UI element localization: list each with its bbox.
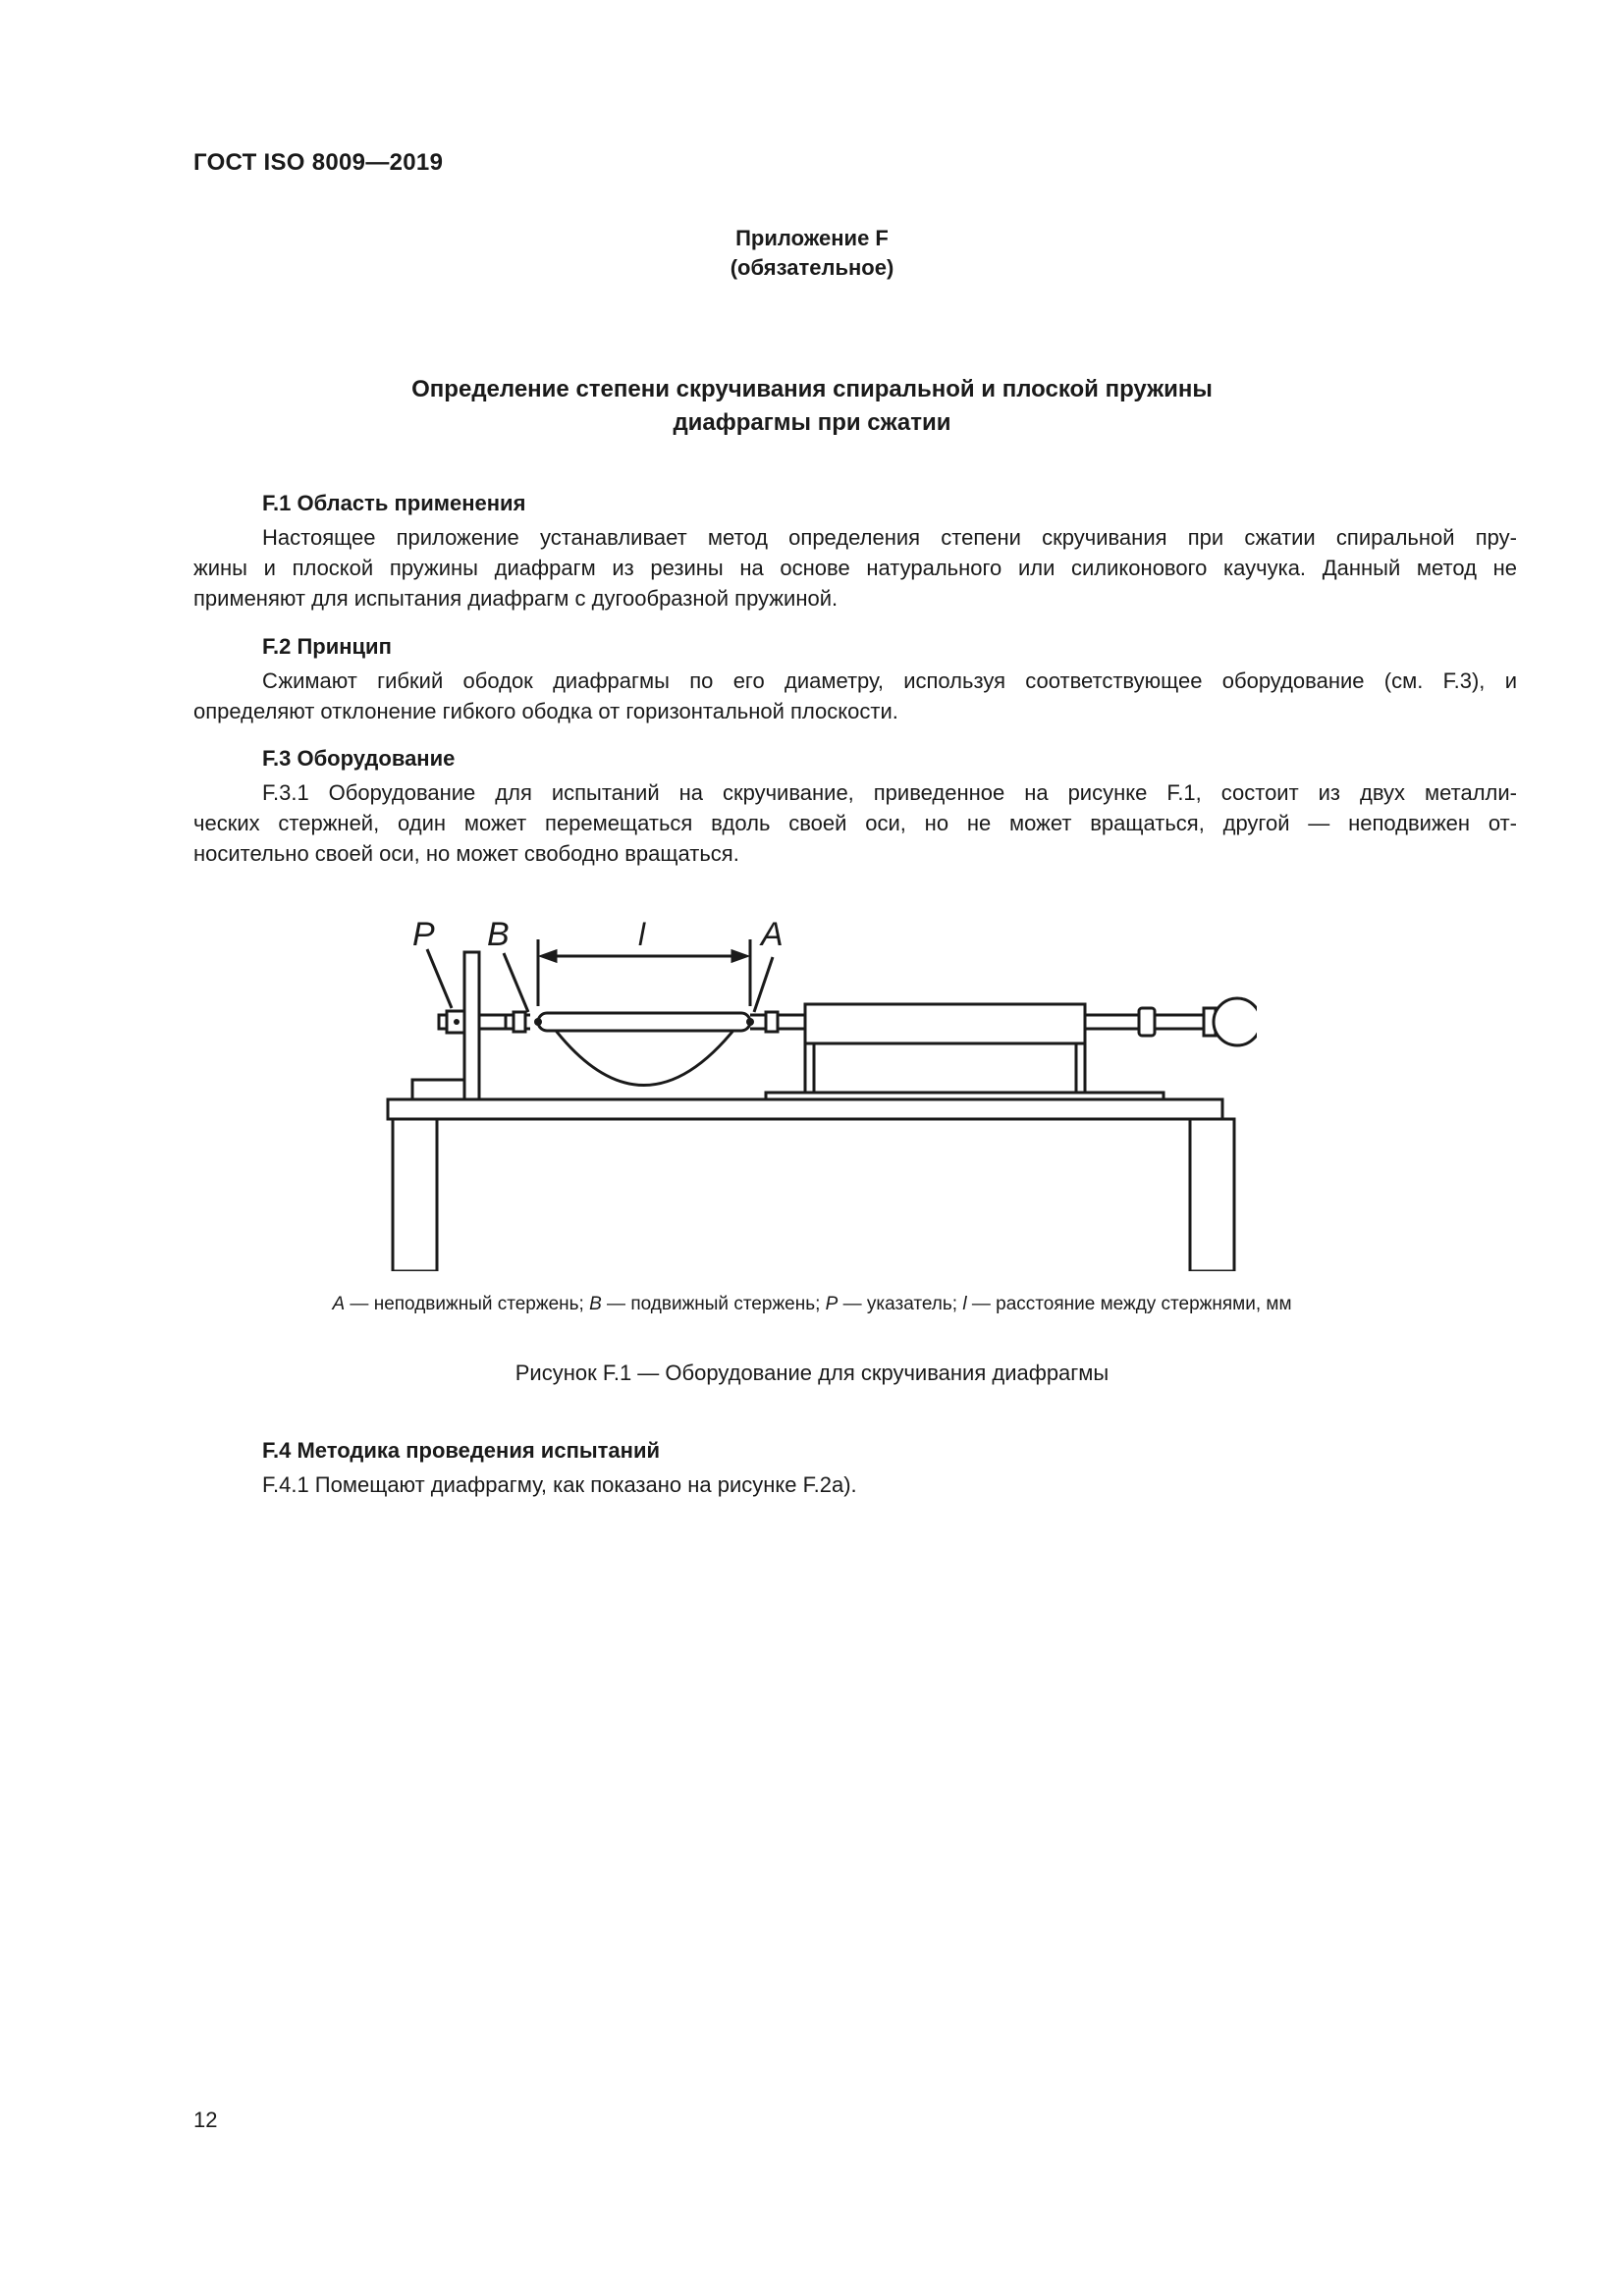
legend-symbol-a: A — [332, 1294, 346, 1314]
main-title-line-1: Определение степени скручивания спиральной и плоской пружины — [411, 376, 1213, 402]
base-plate — [766, 1093, 1164, 1099]
label-b: B — [487, 916, 510, 953]
diaphragm-rim — [538, 1013, 750, 1031]
text-line: носительно своей оси, но может свободно вращаться. — [193, 841, 739, 866]
legend-text-b: — подвижный стержень; — [601, 1294, 826, 1314]
leader-a — [754, 957, 773, 1012]
legend-text-l: — расстояние между стержнями, мм — [966, 1294, 1292, 1314]
table-top — [388, 1099, 1222, 1119]
label-p: P — [412, 916, 435, 953]
main-title-line-2: диафрагмы при сжатии — [673, 409, 951, 436]
annex-title: Приложение F — [735, 226, 889, 250]
text-line: F.4.1 Помещают диафрагму, как показано на рисунке F.2а). — [262, 1472, 857, 1497]
pointer-tip — [439, 1015, 447, 1029]
text-line: Настоящее приложение устанавливает метод определения степени скручивания при сжатии спиральной пру- — [262, 525, 1517, 550]
text-line: ческих стержней, один может перемещаться вдоль своей оси, но не может вращаться, другой — неподвижен от- — [193, 811, 1517, 835]
section-f1-paragraph — [193, 522, 1517, 614]
section-f4-paragraph — [193, 1469, 1517, 1500]
equipment-figure — [373, 898, 1257, 1271]
vertical-plate — [464, 952, 479, 1099]
text-line: Сжимают гибкий ободок диафрагмы по его диаметру, используя соответствующее оборудование (см. F.3), и — [262, 668, 1517, 693]
text-line: определяют отклонение гибкого ободка от горизонтальной плоскости. — [193, 699, 898, 723]
section-f1-heading: F.1 Область применения — [262, 491, 526, 515]
rotation-knob — [1214, 998, 1257, 1045]
annex-main-title — [0, 373, 1624, 440]
annex-status: (обязательное) — [730, 255, 894, 280]
table-leg-right — [1190, 1119, 1234, 1271]
section-f2-paragraph — [193, 666, 1517, 726]
page-number: 12 — [193, 2108, 218, 2132]
section-f4-heading: F.4 Методика проведения испытаний — [262, 1438, 660, 1463]
figure-legend — [0, 1294, 1624, 1315]
table-leg-left — [393, 1119, 437, 1271]
legend-symbol-b: B — [589, 1294, 602, 1314]
label-a: A — [761, 916, 784, 953]
text-line: F.3.1 Оборудование для испытаний на скручивание, приведенное на рисунке F.1, состоит из двух металли- — [262, 780, 1517, 805]
legend-symbol-p: P — [825, 1294, 839, 1314]
leader-p — [427, 949, 452, 1008]
section-f3-heading: F.3 Оборудование — [262, 746, 456, 771]
shaft-collar — [1139, 1008, 1155, 1036]
diaphragm-dome — [553, 1027, 736, 1086]
legend-symbol-l: l — [962, 1294, 967, 1314]
legend-text-p: — указатель; — [838, 1294, 963, 1314]
annex-heading — [0, 224, 1624, 283]
document-code: ГОСТ ISO 8009—2019 — [193, 149, 444, 176]
figure-caption: Рисунок F.1 — Оборудование для скручивания диафрагмы — [514, 1361, 1110, 1385]
housing-support — [805, 1043, 1085, 1093]
legend-text-a: — неподвижный стержень; — [345, 1294, 590, 1314]
leader-b — [504, 953, 528, 1012]
cylinder-housing — [805, 1004, 1085, 1043]
text-line: применяют для испытания диафрагм с дугообразной пружиной. — [193, 586, 839, 611]
section-f2-heading: F.2 Принцип — [262, 634, 392, 659]
text-line: жины и плоской пружины диафрагм из резины на основе натурального или силиконового каучука. Данный метод не — [193, 556, 1517, 580]
section-f3-paragraph — [193, 777, 1517, 869]
label-l: l — [638, 917, 646, 952]
